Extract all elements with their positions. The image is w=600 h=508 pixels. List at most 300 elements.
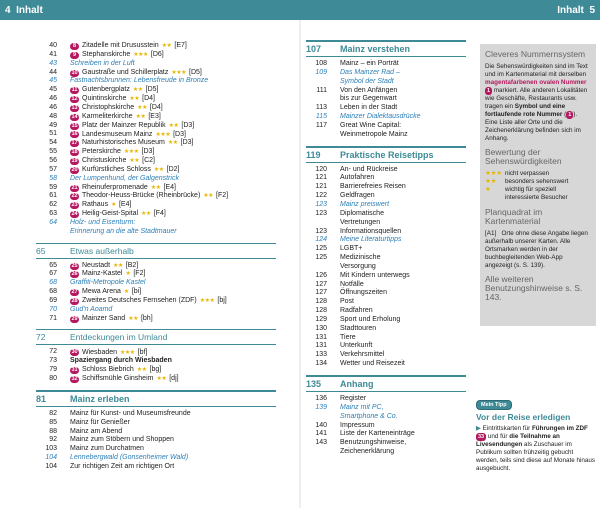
entry-text — [70, 42, 276, 51]
entry-text — [340, 192, 466, 201]
entry-page-number: 88 — [49, 427, 57, 435]
entry-title: Öffnungszeiten — [340, 289, 387, 297]
rating-stars-icon: ★ — [123, 289, 129, 296]
section-heading[interactable] — [36, 390, 276, 407]
entry-title: Peterskirche — [82, 148, 121, 156]
toc-entry[interactable] — [36, 454, 276, 463]
entry-page-number: 104 — [45, 454, 57, 462]
sample-red-number: 1 — [568, 112, 572, 118]
entry-page-number: 123 — [315, 227, 327, 235]
rating-stars-icon: ★★ — [203, 193, 214, 200]
entry-title: Karmeliterkirche — [82, 112, 133, 120]
entry-title: Leben in der Stadt — [340, 104, 398, 112]
rating-stars-icon: ★★ — [129, 158, 140, 165]
entry-text — [340, 131, 466, 140]
entry-title: Spaziergang durch Wiesbaden — [70, 357, 172, 365]
sight-number-badge: 18 — [71, 149, 78, 156]
entry-title: An- und Rückreise — [340, 165, 398, 173]
entry-page-number: 73 — [49, 357, 57, 365]
toc-entry[interactable] — [36, 113, 276, 122]
toc-entry[interactable] — [306, 228, 466, 237]
toc-entry[interactable] — [306, 192, 466, 201]
section-heading[interactable] — [36, 329, 276, 345]
entry-page-number: 58 — [49, 174, 57, 182]
toc-entry[interactable] — [306, 342, 466, 351]
toc-entry[interactable] — [36, 436, 276, 445]
entry-page-number: 143 — [315, 439, 327, 447]
entry-page-number: 71 — [49, 314, 57, 322]
entry-page-number: 92 — [49, 436, 57, 444]
toc-entry[interactable] — [36, 166, 276, 175]
toc-entry[interactable] — [306, 298, 466, 307]
entry-page-number: 117 — [315, 121, 327, 129]
entry-title: Mainz zum Durchatmen — [70, 445, 144, 453]
section-title: Mainz verstehen — [340, 44, 411, 54]
map-grid-reference: [bh] — [140, 314, 153, 322]
toc-section — [36, 42, 276, 237]
entry-title: Versorgung — [340, 262, 376, 270]
entry-title: Post — [340, 298, 355, 306]
entry-title: Fastnachtsbrunnen: Lebensfreude in Bronze — [70, 77, 209, 85]
section-heading[interactable] — [36, 243, 276, 259]
tip-marker-badge: 33 — [478, 434, 485, 440]
entry-title: Mainz preiswert — [340, 200, 390, 208]
entry-page-number: 121 — [315, 183, 327, 191]
entry-title: Barrierefreies Reisen — [340, 183, 406, 191]
toc-entry[interactable] — [36, 175, 276, 184]
toc-entry[interactable] — [36, 201, 276, 210]
toc-entry[interactable] — [36, 42, 276, 51]
map-grid-reference: [bi] — [131, 288, 142, 296]
entry-title: Zeichenerklärung — [340, 448, 395, 456]
toc-entry[interactable] — [306, 69, 466, 78]
toc-entry[interactable] — [36, 77, 276, 86]
entry-page-number: 45 — [49, 86, 57, 94]
sight-number-badge: 15 — [71, 122, 78, 129]
entry-title: Radfahren — [340, 307, 373, 315]
entry-page-number: 128 — [315, 298, 327, 306]
sight-number-badge: 25 — [71, 262, 78, 269]
entry-title: Notfälle — [340, 280, 364, 288]
toc-entry[interactable] — [306, 201, 466, 210]
toc-entry[interactable] — [306, 166, 466, 175]
section-heading[interactable] — [306, 40, 466, 57]
toc-entry[interactable] — [306, 351, 466, 360]
toc-entry[interactable] — [36, 69, 276, 78]
entry-title: Der Lumpenhund, der Galgenstrick — [70, 174, 179, 182]
entry-title: Stephanskirche — [82, 50, 131, 58]
toc-entry[interactable] — [306, 122, 466, 131]
toc-section — [306, 375, 466, 457]
numbering-heading: Cleveres Nummernsystem — [485, 49, 586, 59]
toc-entry[interactable] — [36, 86, 276, 95]
toc-entry[interactable] — [306, 236, 466, 245]
entry-text — [70, 192, 276, 201]
toc-entry[interactable] — [306, 104, 466, 113]
toc-entry[interactable] — [36, 428, 276, 437]
entry-text — [340, 263, 466, 272]
toc-entry[interactable] — [36, 270, 276, 279]
toc-entry[interactable] — [36, 139, 276, 148]
entry-text — [70, 175, 276, 184]
toc-entry[interactable] — [36, 95, 276, 104]
entry-title: Mainz mit PC, — [340, 403, 384, 411]
rating-stars-icon: ★★ — [153, 166, 164, 173]
toc-entry[interactable] — [36, 148, 276, 157]
entry-text — [70, 315, 276, 324]
toc-entry[interactable] — [306, 174, 466, 183]
toc-entry[interactable] — [36, 410, 276, 419]
section-heading[interactable] — [306, 375, 466, 392]
toc-entry[interactable] — [36, 297, 276, 306]
entry-page-number: 120 — [315, 165, 327, 173]
entry-text — [340, 448, 466, 457]
toc-entry[interactable] — [36, 157, 276, 166]
entry-text — [340, 316, 466, 325]
rating-stars-icon: ★ — [125, 271, 131, 278]
entry-text — [340, 166, 466, 175]
section-page-number: 119 — [306, 149, 321, 160]
toc-entry[interactable] — [36, 348, 276, 357]
rating-stars-icon: ★ — [485, 186, 491, 193]
rating-stars-icon: ★★★ — [120, 349, 135, 356]
map-grid-reference: [E4] — [163, 183, 176, 191]
entry-text — [340, 360, 466, 369]
toc-entry[interactable] — [306, 263, 466, 272]
rating-stars-icon: ★ — [111, 202, 116, 209]
toc-entry[interactable] — [36, 288, 276, 297]
legend-row — [485, 170, 591, 178]
entry-page-number: 61 — [49, 192, 57, 200]
entry-text — [70, 122, 276, 131]
toc-entry[interactable] — [306, 245, 466, 254]
entry-title: Mainz für Genießer — [70, 418, 130, 426]
rating-stars-icon: ★★ — [135, 113, 146, 120]
entry-text — [70, 166, 276, 175]
toc-entry[interactable] — [36, 51, 276, 60]
toc-entry[interactable] — [306, 272, 466, 281]
sight-number-badge: 32 — [71, 376, 78, 382]
toc-section — [36, 243, 276, 324]
toc-entry[interactable] — [36, 130, 276, 139]
entry-title: Symbol der Stadt — [340, 77, 394, 85]
entry-text — [70, 428, 276, 437]
entry-page-number: 125 — [315, 254, 327, 262]
entry-title: Tiere — [340, 333, 356, 341]
entry-title: Schiffsmühle Ginsheim — [82, 375, 154, 383]
toc-entry[interactable] — [36, 419, 276, 428]
entry-text — [70, 436, 276, 445]
toc-entry[interactable] — [306, 95, 466, 104]
entry-title: Gaustraße und Schillerplatz — [82, 68, 169, 76]
sight-number-badge: 28 — [71, 297, 78, 304]
toc-entry[interactable] — [306, 183, 466, 192]
sight-number-badge: 10 — [71, 69, 78, 76]
toc-entry[interactable] — [36, 122, 276, 131]
entry-page-number: 72 — [49, 348, 57, 356]
toc-entry[interactable] — [306, 78, 466, 87]
map-grid-reference: [D3] — [180, 139, 194, 147]
entry-title: Erinnerung an die alte Stadtmauer — [70, 227, 177, 235]
entry-text — [70, 51, 276, 60]
entry-title: Diplomatische — [340, 209, 384, 217]
entry-text — [70, 445, 276, 454]
entry-text — [340, 183, 466, 192]
entry-page-number: 68 — [49, 288, 57, 296]
rating-stars-icon: ★★ — [167, 140, 178, 147]
entry-title: Weinmetropole Mainz — [340, 130, 408, 138]
legend-row — [485, 178, 591, 186]
entry-page-number: 45 — [49, 77, 57, 85]
entry-page-number: 51 — [49, 130, 57, 138]
entry-page-number: 134 — [315, 360, 327, 368]
toc-entry[interactable] — [306, 413, 466, 422]
toc-entry[interactable] — [306, 430, 466, 439]
tip-title: Vor der Reise erledigen — [476, 412, 571, 422]
entry-page-number: 41 — [49, 50, 57, 58]
map-grid-reference: [bg] — [149, 366, 162, 374]
entry-page-number: 80 — [49, 375, 57, 382]
map-grid-reference: [F4] — [153, 210, 166, 218]
entry-title: Das Mainzer Rad – — [340, 68, 400, 76]
section-page-number: 65 — [36, 245, 46, 256]
toc-section — [306, 40, 466, 140]
toc-entry[interactable] — [36, 262, 276, 271]
entry-text — [340, 245, 466, 254]
legend-text: interessierte Besucher — [505, 194, 568, 201]
entry-page-number: 46 — [49, 95, 57, 103]
sight-number-badge: 12 — [71, 96, 78, 103]
section-page-number: 72 — [36, 332, 46, 343]
tip-text: ▶ Eintrittskarten für Führungen im ZDF 33 und für die Teilnahme an Livesendungen als Zuschauer im Publikum sollten frühzeitig gebucht werden, teils sind diese auf Monate hinaus ausgebucht. — [476, 425, 596, 472]
entry-page-number: 123 — [315, 209, 327, 217]
toc-entry[interactable] — [306, 404, 466, 413]
entry-title: Impressum — [340, 421, 375, 429]
section-heading[interactable] — [306, 146, 466, 163]
entry-title: Landesmuseum Mainz — [82, 130, 153, 138]
toc-entry[interactable] — [306, 219, 466, 228]
toc-entry[interactable] — [306, 254, 466, 263]
section-title: Entdeckungen im Umland — [70, 332, 168, 343]
entry-text — [340, 351, 466, 360]
entry-page-number: 57 — [49, 165, 57, 173]
sight-number-badge: 20 — [71, 166, 78, 173]
entry-title: Holz- und Eisenturm: — [70, 218, 136, 226]
rating-stars-icon: ★★ — [129, 96, 140, 103]
entry-title: Zitadelle mit Drususstein — [82, 42, 159, 50]
sight-number-badge: 24 — [71, 211, 78, 218]
entry-title: Mit Kindern unterwegs — [340, 271, 410, 279]
entry-title: Zur richtigen Zeit am richtigen Ort — [70, 462, 175, 470]
rating-stars-icon — [485, 194, 505, 202]
toc-entry[interactable] — [306, 131, 466, 140]
map-grid-reference: [D2] — [166, 165, 180, 173]
rating-stars-icon: ★★ — [485, 178, 497, 185]
toc-entry[interactable] — [36, 445, 276, 454]
rating-stars-icon: ★★★ — [123, 149, 139, 156]
entry-page-number: 125 — [315, 245, 327, 253]
entry-title: Register — [340, 395, 367, 402]
entry-text — [70, 60, 276, 69]
legend-row — [485, 186, 591, 194]
entry-page-number: 103 — [45, 445, 57, 453]
entry-text — [70, 210, 276, 219]
toc-column-left — [36, 42, 276, 472]
entry-title: Stadttouren — [340, 324, 377, 332]
toc-entry[interactable] — [306, 360, 466, 369]
entry-text — [70, 366, 276, 375]
map-grid-reference: [D4] — [149, 103, 163, 111]
toc-entry[interactable] — [36, 366, 276, 375]
entry-page-number: 43 — [49, 59, 57, 67]
entry-title: Mainz – ein Porträt — [340, 60, 399, 67]
sight-number-badge: 8 — [70, 43, 79, 50]
toc-entry[interactable] — [36, 375, 276, 384]
entry-text — [70, 306, 276, 315]
rating-stars-icon: ★★ — [156, 376, 167, 383]
entry-text — [70, 279, 276, 288]
toc-entry[interactable] — [306, 113, 466, 122]
entry-page-number: 124 — [315, 236, 327, 244]
entry-text — [340, 236, 466, 245]
toc-entry[interactable] — [36, 463, 276, 472]
toc-entry[interactable] — [36, 192, 276, 201]
rating-stars-icon: ★★ — [136, 367, 147, 374]
toc-entry[interactable] — [36, 60, 276, 69]
entry-text — [340, 404, 466, 413]
entry-text — [340, 307, 466, 316]
section-page-number: 107 — [306, 44, 322, 54]
entry-page-number: 136 — [315, 395, 327, 402]
toc-entry[interactable] — [306, 210, 466, 219]
entry-text — [340, 289, 466, 298]
toc-entry[interactable] — [306, 87, 466, 96]
tip-box — [476, 400, 596, 473]
entry-page-number: 85 — [49, 418, 57, 426]
entry-text — [340, 104, 466, 113]
toc-entry[interactable] — [36, 210, 276, 219]
entry-title: Geldfragen — [340, 192, 375, 200]
sight-number-badge: 30 — [71, 349, 78, 356]
entry-page-number: 128 — [315, 307, 327, 315]
toc-entry[interactable] — [36, 306, 276, 315]
entry-text — [70, 113, 276, 122]
entry-text — [340, 87, 466, 96]
toc-entry[interactable] — [36, 219, 276, 228]
toc-section — [36, 390, 276, 472]
entry-page-number: 40 — [49, 42, 57, 49]
entry-text — [70, 131, 276, 140]
toc-entry[interactable] — [306, 60, 466, 69]
entry-page-number: 126 — [315, 271, 327, 279]
map-grid-reference: [F2] — [216, 192, 229, 200]
entry-title: Sport und Erholung — [340, 315, 401, 323]
entry-title: Mainz für Kunst- und Museumsfreunde — [70, 409, 191, 417]
entry-title: Benutzungshinweise, — [340, 439, 407, 447]
toc-column-middle — [306, 40, 466, 457]
rating-stars-icon: ★★★ — [485, 170, 502, 177]
entry-title: Rheinuferpromenade — [82, 183, 148, 191]
page-header-bar — [0, 0, 600, 20]
rating-stars-icon: ★★★ — [133, 51, 148, 58]
right-page-title: Inhalt 5 — [557, 5, 595, 16]
entry-text — [340, 430, 466, 439]
entry-page-number: 104 — [45, 462, 57, 470]
toc-entry[interactable] — [306, 325, 466, 334]
toc-entry[interactable] — [36, 104, 276, 113]
entry-page-number: 65 — [49, 261, 57, 269]
entry-text — [340, 325, 466, 334]
toc-entry[interactable] — [306, 334, 466, 343]
toc-entry[interactable] — [36, 184, 276, 193]
entry-page-number: 55 — [49, 148, 57, 156]
entry-title: Great Wine Capital: — [340, 121, 402, 129]
entry-text — [70, 349, 276, 358]
entry-text — [70, 139, 276, 148]
entry-text — [70, 262, 276, 271]
map-grid-reference: [dj] — [169, 375, 179, 383]
toc-entry[interactable] — [306, 307, 466, 316]
entry-text — [340, 228, 466, 237]
toc-entry[interactable] — [36, 228, 276, 237]
toc-entry[interactable] — [306, 289, 466, 298]
entry-page-number: 79 — [49, 366, 57, 374]
entry-text — [340, 342, 466, 351]
entry-text — [70, 375, 276, 384]
entry-page-number: 130 — [315, 324, 327, 332]
toc-entry[interactable] — [36, 279, 276, 288]
entry-page-number: 63 — [49, 210, 57, 218]
entry-title: Smartphone & Co. — [340, 412, 398, 420]
entry-title: Neustadt — [82, 261, 111, 269]
map-grid-reference: [E3] — [148, 112, 161, 120]
legend-text: nicht verpassen — [505, 170, 550, 177]
toc-entry[interactable] — [306, 316, 466, 325]
entry-title: Von den Anfängen — [340, 86, 398, 94]
entry-title: Verkehrsmittel — [340, 351, 385, 359]
map-grid-reference: [D3] — [173, 130, 186, 138]
rating-stars-icon: ★★ — [113, 262, 123, 269]
entry-title: Platz der Mainzer Republik — [82, 121, 166, 129]
sight-number-badge: 29 — [71, 315, 78, 322]
section-title: Mainz erleben — [70, 393, 130, 404]
entry-text — [70, 86, 276, 95]
toc-entry[interactable] — [306, 395, 466, 404]
entry-text — [70, 77, 276, 86]
entry-text — [340, 201, 466, 210]
legend-sidebar — [480, 44, 596, 326]
sight-number-badge: 21 — [71, 184, 78, 191]
entry-page-number: 127 — [315, 280, 327, 288]
entry-text — [340, 219, 466, 228]
toc-entry[interactable] — [306, 422, 466, 431]
entry-title: Gutenbergplatz — [82, 86, 130, 94]
entry-text — [340, 69, 466, 78]
rating-stars-icon: ★★ — [128, 315, 138, 322]
grid-heading: Planquadrat im Kartenmaterial — [485, 207, 543, 226]
toc-entry[interactable] — [306, 439, 466, 448]
section-title: Etwas außerhalb — [70, 245, 134, 256]
entry-title: Autofahren — [340, 174, 375, 182]
toc-entry[interactable] — [36, 357, 276, 366]
left-page-title: 4 Inhalt — [5, 5, 43, 16]
toc-entry[interactable] — [306, 448, 466, 457]
sight-number-badge: 22 — [71, 193, 78, 200]
entry-title: Theodor-Heuss-Brücke (Rheinbrücke) — [82, 192, 201, 200]
toc-entry[interactable] — [36, 315, 276, 324]
section-title: Anhang — [340, 379, 374, 389]
entry-text — [340, 422, 466, 431]
